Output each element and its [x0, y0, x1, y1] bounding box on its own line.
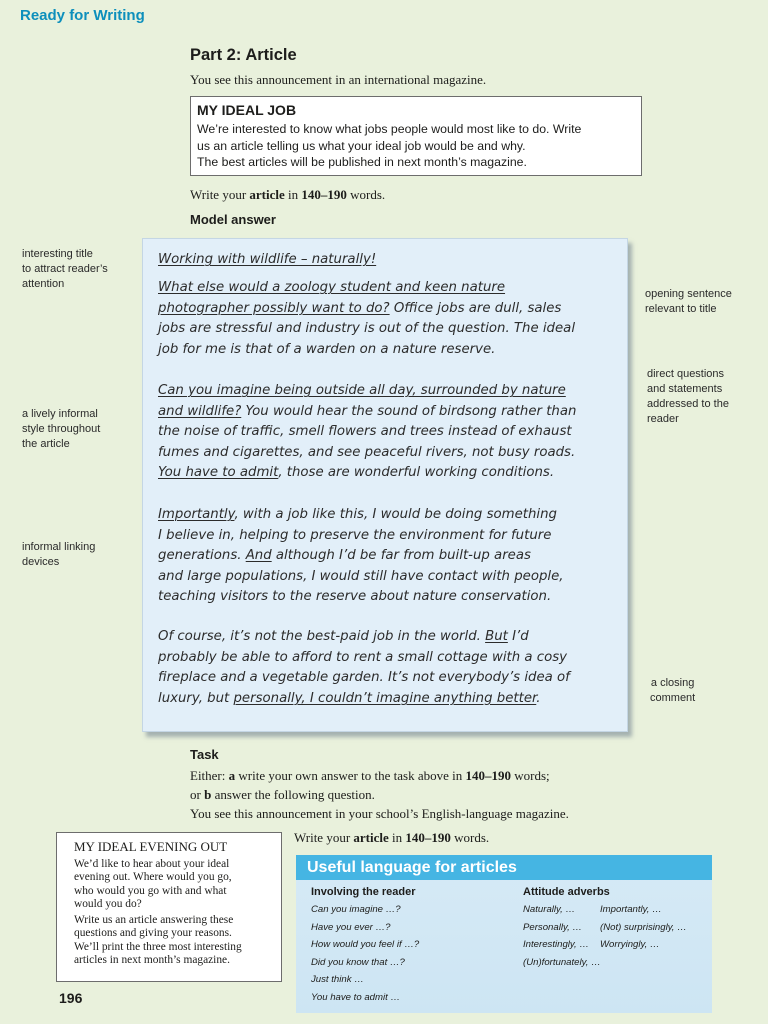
note-line: and statements: [647, 383, 723, 395]
text-fragment: Office jobs are dull, sales: [389, 300, 562, 316]
task-line: [190, 785, 569, 804]
phrase-item: Did you know that …?: [311, 956, 405, 968]
text-fragment: luxury, but: [158, 690, 234, 706]
phrase-item: How would you feel if …?: [311, 939, 420, 950]
part-title: Part 2: Article: [190, 46, 297, 64]
note-line: the article: [22, 438, 70, 450]
note-line: informal linking: [22, 541, 96, 553]
phrase-item: Just think …: [311, 974, 364, 985]
paragraph-line: [158, 381, 623, 402]
task-instructions: [190, 766, 569, 823]
paragraph-line: [158, 505, 623, 526]
note-line: interesting title: [22, 248, 93, 260]
model-answer-box: [142, 238, 628, 732]
text-fragment: I’d: [507, 629, 529, 644]
paragraph-line: [158, 627, 623, 648]
evening-body: [74, 858, 273, 967]
text-fragment: , with a job like this, I would be doing something: [234, 507, 557, 522]
text-fragment: article: [353, 830, 389, 845]
text-fragment: Write your: [294, 830, 354, 845]
note-line: style throughout: [22, 423, 101, 435]
announcement-line: We’re interested to know what jobs people would most like to do. Write: [197, 122, 582, 136]
text-fragment: generations.: [158, 548, 246, 564]
note-line: attention: [22, 278, 65, 290]
text-fragment: job for me is that of a warden on a nature reserve.: [158, 341, 496, 357]
text-fragment: jobs are stressful and industry is out of the question. The ideal: [158, 321, 576, 337]
note-line: a closing: [650, 677, 695, 689]
paragraph-line: [158, 587, 623, 608]
text-fragment: answer the following question.: [211, 787, 375, 802]
phrase-item: (Un)fortunately, …: [523, 956, 601, 968]
text-fragment: 140–190: [465, 768, 511, 783]
attitude-adverbs-a: [523, 901, 601, 971]
phrase-item: You have to admit …: [311, 991, 401, 1003]
announcement-body: [197, 121, 635, 171]
paragraph-line: [158, 402, 623, 423]
section-header: Ready for Writing: [20, 7, 145, 24]
phrase-item: Can you imagine …?: [311, 904, 401, 915]
phrase-item: (Not) surprisingly, …: [600, 921, 687, 933]
paragraph-line: [158, 689, 623, 710]
model-paragraph-2: [158, 381, 623, 484]
note-line: comment: [650, 692, 696, 704]
note-lively-style: [22, 407, 100, 452]
announcement-line: The best articles will be published in next month’s magazine.: [197, 155, 527, 169]
word-count-instruction-2: [294, 830, 489, 846]
paragraph-line: [158, 319, 623, 340]
paragraph-line: [158, 299, 623, 320]
note-line: reader: [647, 413, 679, 425]
note-line: direct questions: [647, 368, 725, 380]
paragraph-line: [158, 340, 623, 361]
note-line: addressed to the: [647, 398, 729, 410]
evening-line: questions and giving your reasons.: [74, 927, 232, 940]
task-title: Task: [190, 747, 219, 762]
text-fragment: the noise of traffic, smell flowers and trees instead of exhaust: [158, 424, 572, 440]
evening-line: evening out. Where would you go,: [74, 871, 232, 884]
text-fragment: .: [536, 690, 541, 706]
note-line: devices: [22, 556, 60, 568]
phrase-item: Personally, …: [523, 921, 583, 933]
evening-paragraph: [74, 858, 273, 911]
text-fragment: words.: [346, 187, 386, 202]
underlined-text: And: [245, 548, 272, 564]
text-fragment: and large populations, I would still have contact with people,: [158, 568, 564, 584]
evening-line: Write us an article answering these: [74, 914, 234, 927]
useful-language-title: Useful language for articles: [296, 855, 712, 880]
evening-paragraph: [74, 914, 273, 967]
paragraph-line: [158, 668, 623, 689]
involving-phrases: [311, 901, 419, 1006]
underlined-text: and wildlife?: [158, 403, 242, 419]
intro-text: You see this announcement in an international magazine.: [190, 72, 487, 87]
phrase-item: Importantly, …: [600, 904, 662, 915]
note-line: to attract reader’s: [22, 263, 108, 275]
paragraph-line: [158, 422, 623, 443]
text-fragment: words;: [510, 768, 550, 783]
text-fragment: You would hear the sound of birdsong rather than: [241, 403, 577, 419]
note-interesting-title: [22, 247, 108, 292]
underlined-text: You have to admit: [158, 465, 279, 481]
text-fragment: Of course, it’s not the best-paid job in the world.: [158, 629, 486, 644]
paragraph-line: [158, 278, 623, 299]
underlined-text: Can you imagine being outside all day, surrounded by nature: [158, 383, 566, 398]
phrase-item: Naturally, …: [523, 904, 576, 915]
underlined-text: But: [485, 629, 508, 644]
note-direct-questions: [647, 367, 729, 427]
word-count-instruction: [190, 187, 385, 203]
evening-line: who would you go with and what: [74, 884, 227, 897]
text-fragment: , those are wonderful working conditions.: [278, 465, 555, 481]
text-fragment: or: [190, 787, 205, 802]
note-line: opening sentence: [645, 288, 732, 300]
page-number: 196: [59, 990, 83, 1006]
announcement-box: [190, 96, 642, 176]
underlined-text: Importantly: [158, 507, 235, 522]
note-linking-devices: [22, 540, 95, 570]
underlined-text: personally, I couldn’t imagine anything better: [233, 690, 537, 706]
model-paragraph-3: [158, 505, 623, 608]
text-fragment: a: [228, 768, 236, 783]
text-fragment: fumes and cigarettes, and see peaceful rivers, not busy roads.: [158, 444, 576, 460]
text-fragment: Write your: [190, 187, 250, 202]
text-fragment: b: [204, 787, 212, 802]
paragraph-line: [158, 526, 623, 547]
note-opening-sentence: [645, 287, 732, 317]
announcement-title: MY IDEAL JOB: [197, 102, 297, 118]
evening-line: We’d like to hear about your ideal: [74, 858, 230, 870]
note-closing-comment: [650, 676, 695, 706]
model-title-text: Working with wildlife – naturally!: [158, 252, 377, 267]
model-answer-label: Model answer: [190, 212, 276, 227]
text-fragment: probably be able to afford to rent a small cottage with a cosy: [158, 649, 568, 665]
task-line: [190, 766, 569, 785]
evening-line: articles in next month’s magazine.: [74, 954, 230, 967]
text-fragment: article: [249, 187, 285, 202]
phrase-item: Worryingly, …: [600, 939, 660, 950]
paragraph-line: [158, 546, 623, 567]
note-line: a lively informal: [22, 408, 98, 420]
model-paragraph-1: [158, 278, 623, 360]
text-fragment: words.: [450, 830, 490, 845]
evening-announcement-box: [56, 832, 282, 982]
text-fragment: Either:: [190, 768, 229, 783]
paragraph-line: [158, 463, 623, 484]
model-paragraph-4: [158, 627, 623, 709]
phrase-item: Have you ever …?: [311, 921, 391, 933]
evening-line: We’ll print the three most interesting: [74, 940, 242, 953]
text-fragment: although I’d be far from built-up areas: [271, 548, 531, 564]
evening-title: MY IDEAL EVENING OUT: [74, 839, 228, 854]
underlined-text: photographer possibly want to do?: [158, 300, 390, 316]
text-fragment: 140–190: [405, 830, 451, 845]
underlined-text: What else would a zoology student and keen nature: [158, 280, 506, 295]
attitude-adverbs-b: [600, 901, 687, 954]
evening-line: would you do?: [74, 897, 142, 910]
paragraph-line: [158, 648, 623, 669]
model-title: [158, 250, 623, 271]
text-fragment: I believe in, helping to preserve the environment for future: [158, 527, 552, 543]
column-heading-attitude: Attitude adverbs: [523, 886, 610, 898]
paragraph-line: [158, 443, 623, 464]
paragraph-line: [158, 567, 623, 588]
column-heading-involving: Involving the reader: [311, 886, 416, 898]
text-fragment: in: [284, 187, 302, 202]
text-fragment: fireplace and a vegetable garden. It’s not everybody’s idea of: [158, 670, 570, 686]
task-line: You see this announcement in your school’s English-language magazine.: [190, 806, 569, 821]
note-line: relevant to title: [645, 303, 717, 315]
phrase-item: Interestingly, …: [523, 939, 589, 950]
announcement-line: us an article telling us what your ideal job would be and why.: [197, 138, 526, 153]
useful-language-box: [296, 855, 712, 1013]
text-fragment: teaching visitors to the reserve about nature conservation.: [158, 589, 552, 605]
text-fragment: in: [388, 830, 406, 845]
text-fragment: write your own answer to the task above in: [235, 768, 466, 783]
text-fragment: 140–190: [301, 187, 347, 202]
